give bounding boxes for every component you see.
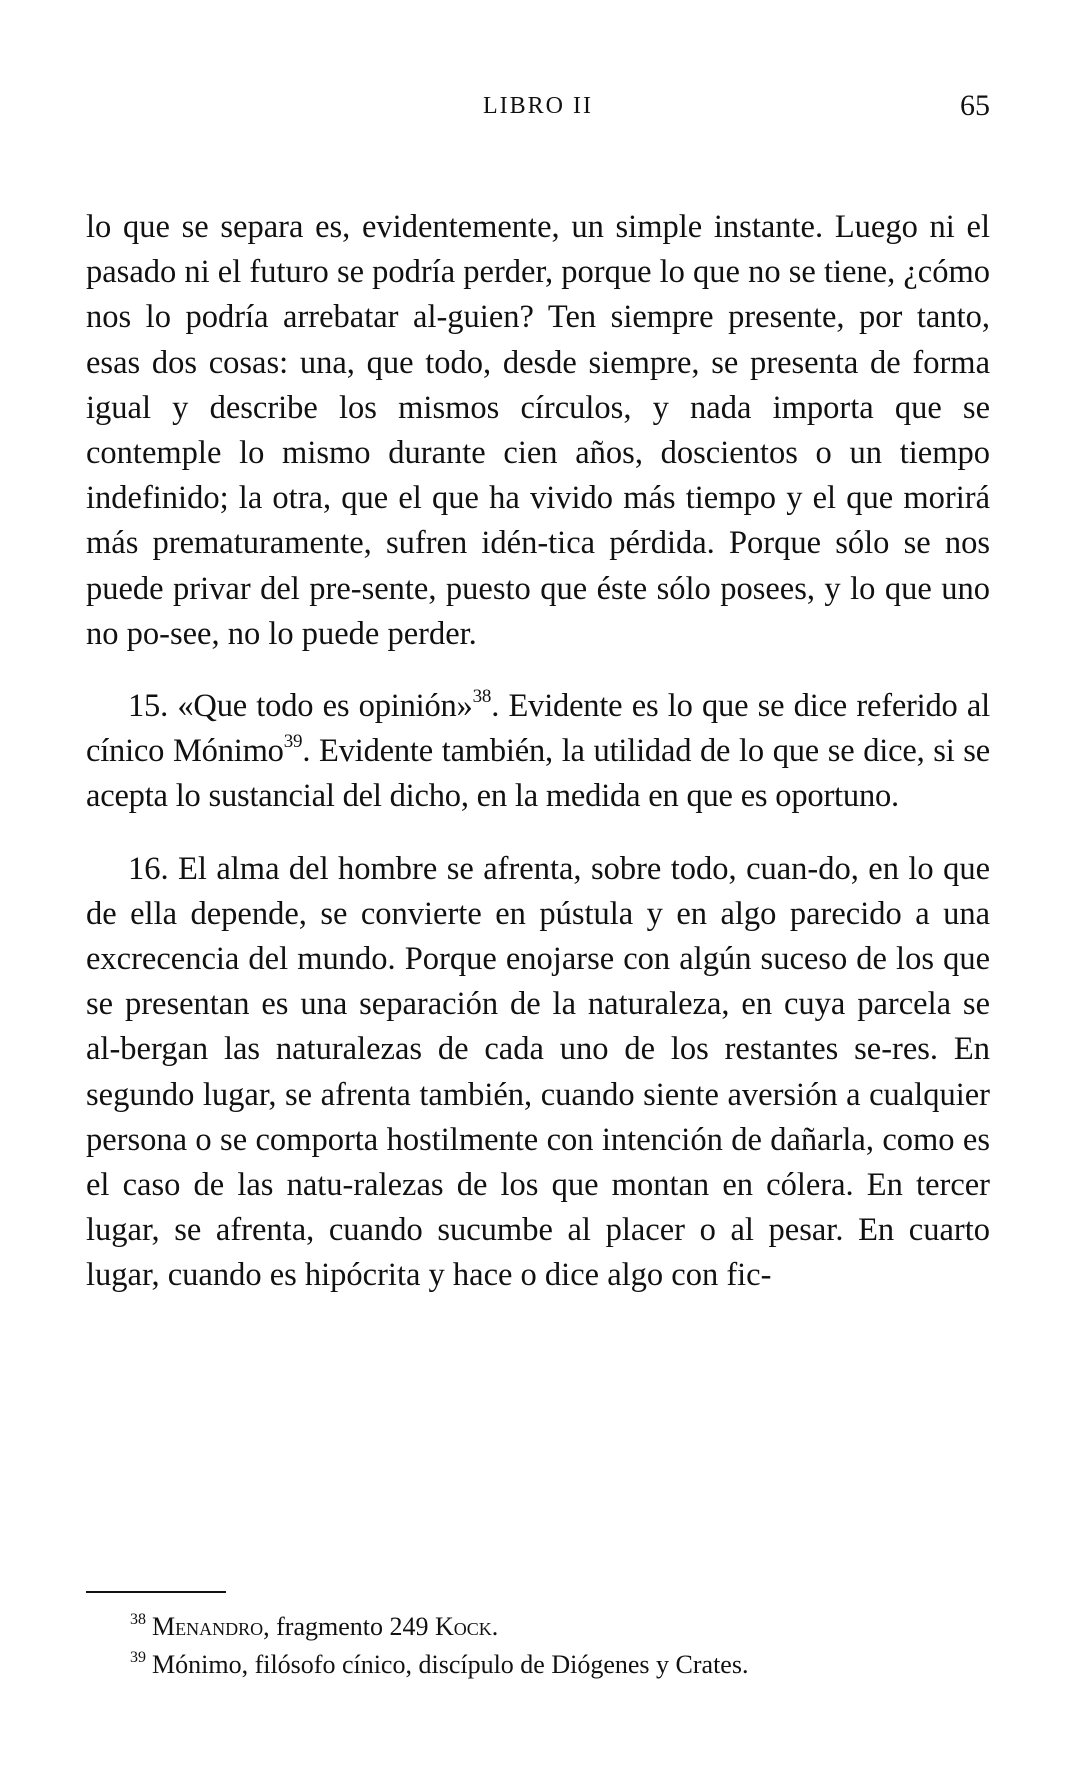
footnote-38 <box>86 1608 990 1646</box>
paragraph-16: 16. El alma del hombre se afrenta, sobre todo, cuan-do, en lo que de ella depende, se convierte en pústula y en algo parecido a una excrecencia del mundo. Porque enojarse con algún suceso de los que se presentan es una separación de la naturaleza, en cuya parcela se al-bergan las naturalezas de cada uno de los restantes se-res. En segundo lugar, se afrenta también, cuando siente aversión a cualquier persona o se comporta hostilmente con intención de dañarla, como es el caso de las natu-ralezas de los que montan en cólera. En tercer lugar, se afrenta, cuando sucumbe al placer o al pesar. En cuarto lugar, cuando es hipócrita y hace o dice algo con fic- <box>86 850 990 1294</box>
footnote-39 <box>86 1646 990 1684</box>
paragraph-continuation: lo que se separa es, evidentemente, un simple instante. Luego ni el pasado ni el futuro se podría perder, porque lo que no se tiene, ¿cómo nos lo podría arrebatar al-guien? Ten siempre presente, por tanto, esas dos cosas: una, que todo, desde siempre, se presenta de forma igual y describe los mismos círculos, y nada importa que se contemple lo mismo durante cien años, doscientos o un tiempo indefinido; la otra, que el que ha vivido más tiempo y el que morirá más prematuramente, sufren idén-tica pérdida. Porque sólo se nos puede privar del pre-sente, puesto que éste sólo posees, y lo que uno no po-see, no lo puede perder. <box>86 209 990 652</box>
running-title: LIBRO II <box>483 93 593 119</box>
page-number: 65 <box>960 89 990 122</box>
footnote-text: , fragmento 249 <box>263 1612 435 1641</box>
footnote-end: . <box>491 1612 499 1641</box>
footnote-text: Mónimo, filósofo cínico, discípulo de Diógenes y Crates. <box>152 1650 749 1679</box>
footnote-number: 38 <box>130 1611 146 1628</box>
running-head <box>86 86 990 126</box>
footnote-rule <box>86 1591 226 1593</box>
paragraph-15-mid: . Evidente es lo que se dice referido al cínico Mónimo <box>86 688 990 770</box>
footnote-ref-39: 39 <box>283 731 303 753</box>
paragraph-15 <box>86 684 990 820</box>
footnote-ref-38: 38 <box>472 686 492 708</box>
paragraph-15-tail: . Evidente también, la utilidad de lo que se dice, si se acepta lo sustancial del dicho, en la medida en que es oportuno. <box>86 733 990 815</box>
footnote-editor: Kock <box>434 1612 492 1641</box>
footnotes <box>86 1608 990 1684</box>
body-text <box>86 205 990 1299</box>
footnote-number: 39 <box>130 1649 146 1666</box>
paragraph-15-lead: 15. «Que todo es opinión» <box>128 688 473 725</box>
footnote-author: Menandro <box>152 1612 264 1641</box>
